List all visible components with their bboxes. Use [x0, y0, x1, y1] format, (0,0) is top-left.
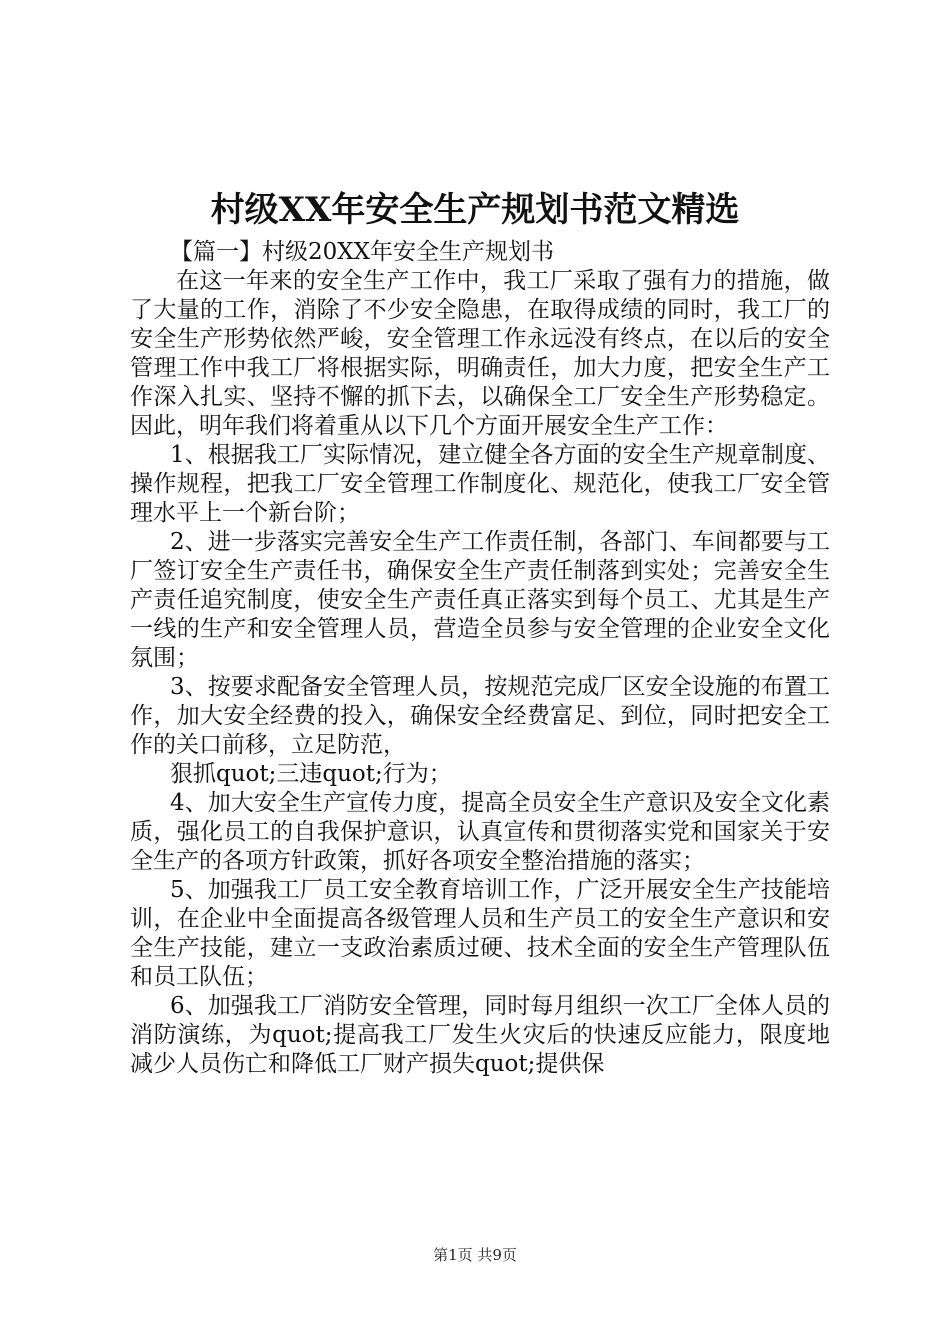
paragraph-intro: 在这一年来的安全生产工作中，我工厂采取了强有力的措施，做了大量的工作，消除了不少安全隐患，在取得成绩的同时，我工厂的安全生产形势依然严峻，安全管理工作永远没有终点，在以后的安全管理工作中我工厂将根据实际，明确责任，加大力度，把安全生产工作深入扎实、坚持不懈的抓下去，以确保全工厂安全生产形势稳定。因此，明年我们将着重从以下几个方面开展安全生产工作：: [130, 268, 830, 439]
section-heading: 【篇一】村级20XX年安全生产规划书: [170, 239, 555, 265]
paragraph-item-1: 1、根据我工厂实际情况，建立健全各方面的安全生产规章制度、操作规程，把我工厂安全管理工作制度化、规范化，使我工厂安全管理水平上一个新台阶；: [130, 442, 830, 526]
document-body: [130, 238, 830, 1079]
paragraph-item-3-continued: 狠抓quot;三违quot;行为；: [170, 761, 452, 787]
page-footer: 第1页 共9页: [433, 1246, 517, 1264]
paragraph-item-5: 5、加强我工厂员工安全教育培训工作，广泛开展安全生产技能培训，在企业中全面提高各级管理人员和生产员工的安全生产意识和安全生产技能，建立一支政治素质过硬、技术全面的安全生产管理队伍和员工队伍；: [130, 877, 830, 990]
document-title: 村级XX年安全生产规划书范文精选: [210, 190, 740, 230]
paragraph-item-4: 4、加大安全生产宣传力度，提高全员安全生产意识及安全文化素质，强化员工的自我保护意识，认真宣传和贯彻落实党和国家关于安全生产的各项方针政策，抓好各项安全整治措施的落实；: [130, 790, 830, 874]
paragraph-item-2: 2、进一步落实完善安全生产工作责任制，各部门、车间都要与工厂签订安全生产责任书，确保安全生产责任制落到实处；完善安全生产责任追究制度，使安全生产责任真正落实到每个员工、尤其是生产一线的生产和安全管理人员，营造全员参与安全管理的企业安全文化氛围；: [130, 529, 830, 671]
paragraph-item-6: 6、加强我工厂消防安全管理，同时每月组织一次工厂全体人员的消防演练，为quot;提高我工厂发生火灾后的快速反应能力，限度地减少人员伤亡和降低工厂财产损失quot;提供保: [130, 993, 830, 1077]
paragraph-item-3: 3、按要求配备安全管理人员，按规范完成厂区安全设施的布置工作，加大安全经费的投入，确保安全经费富足、到位，同时把安全工作的关口前移，立足防范，: [130, 674, 830, 758]
